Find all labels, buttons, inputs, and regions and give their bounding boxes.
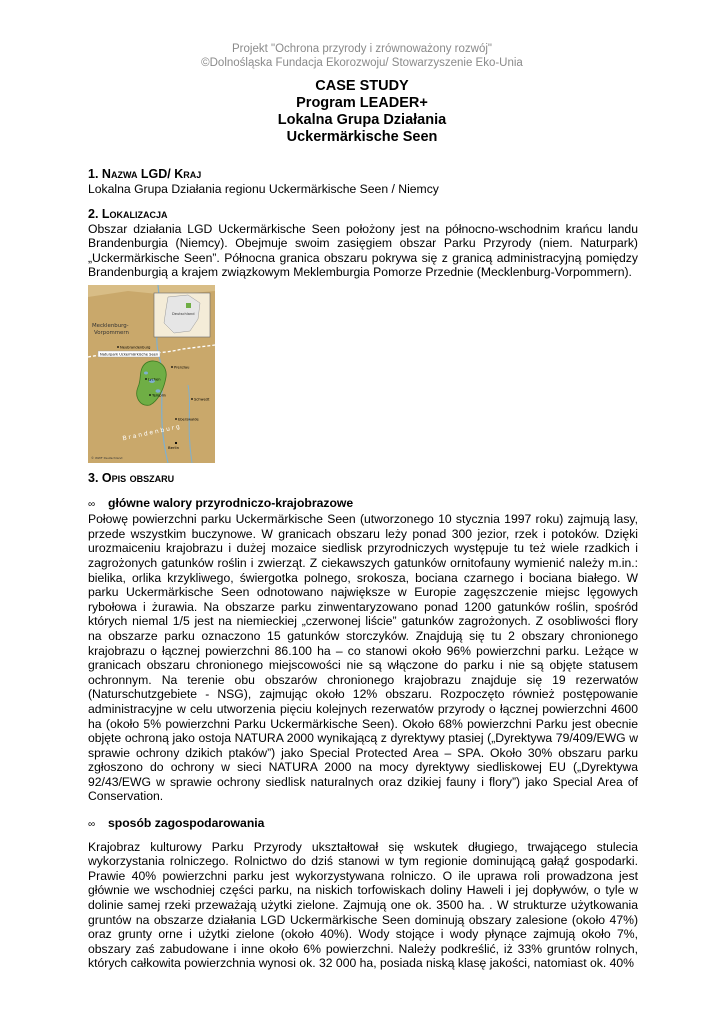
map-lake-2	[156, 389, 161, 393]
bullet-2	[88, 816, 638, 833]
map-label-mv2: Vorpommern	[94, 330, 129, 336]
map-label-berlin: Berlin	[168, 445, 180, 450]
project-header	[0, 42, 724, 70]
map-label-brandenburg: B r a n d e n b u r g	[121, 423, 181, 443]
title-line2: Program LEADER+	[296, 95, 428, 111]
section-1-number: 1.	[88, 167, 99, 181]
map-label-templin: Templin	[152, 393, 166, 398]
map-label-park: Naturpark Uckermärkische Seen	[100, 352, 159, 357]
section-2-title: Lokalizacja	[101, 207, 168, 221]
location-map-graphic	[88, 285, 215, 463]
map-label-neubrandenburg: Neubrandenburg	[120, 345, 151, 350]
map-label-eberswalde: Eberswalde	[178, 417, 199, 422]
section-3-heading	[88, 471, 638, 486]
section-3	[88, 471, 638, 971]
section-1-text: Lokalna Grupa Działania regionu Uckermärkische Seen / Niemcy	[88, 181, 439, 196]
map-lake-3	[144, 372, 148, 375]
bullet-1	[88, 496, 638, 513]
document-title	[0, 78, 724, 146]
bullet-1-symbol: ∞	[88, 498, 96, 510]
section-3-paragraph-2: Krajobraz kulturowy Parku Przyrody ukształtował się wskutek długiego, trwającego stulecia wykorzystania rolniczego. Rolnictwo do dziś stanowi w tym regionie dominującą gałąź gospodarki. Prawie 40% powierzchni parku jest wykorzystywana rolniczo. O ile uprawa roli prowadzona jest głównie we wschodniej części parku, na niskich torfowiskach doliny Haweli i jej dopływów, o tyle w dolinie samej rzeki przeważają użytki zielone. Zajmują one ok. 3500 ha. . W strukturze użytkowania gruntów na obszarze działania LGD Uckermärkische Seen dominują obszary zalesione (około 47%) oraz grunty orne i użytki zielone (około 40%). Wody stojące i wody płynące zajmują około 7%, obszary zaś zabudowane i inne około 6% powierzchni. Należy podkreślić, iż 33% gruntów rolnych, których całkowita powierzchnia wynosi ok. 32 000 ha, posiada niską klasę jakości, natomiast ok. 40%	[88, 839, 638, 971]
map-label-schwedt: Schwedt	[194, 397, 210, 402]
section-3-paragraph-1: Połowę powierzchni parku Uckermärkische Seen (utworzonego 10 stycznia 1997 roku) zajmują lasy, przede wszystkim buczynowe. W granicach obszaru leży ponad 300 jezior, rzek i potoków. Dzięki urozmaiceniu krajobrazu i dużej mozaice siedlisk przyrodniczych występuje tu też wiele rzadkich i zagrożonych gatunków roślin i zwierząt. Z ciekawszych gatunków ornitofauny wymienić należy m.in.: bielika, orlika krzykliwego, świergotka polnego, srokosza, bociana czarnego i bociana białego. W parku Uckermärkische Seen odnotowano największe w Europie zagęszczenie miejsc lęgowych rybołowa i żurawia. Na obszarze parku zinwentaryzowano ponad 1200 gatunków roślin, spośród których niemal 1/5 jest na niemieckiej „czerwonej liście” gatunków zagrożonych. Z osobliwości flory na obszarze parku oznaczono 15 gatunków storczyków. Znajdują się tu 2 obszary chronionego krajobrazu o łącznej powierzchni 86.100 ha – co stanowi około 96% powierzchni parku. Leżące w granicach obszaru chronionego miejscowości nie są włączone do parku i nie są objęte statusem ochronnym. Na terenie obu obszarów chronionego krajobrazu znajduje się 19 rezerwatów (Naturschutzgebiete - NSG), zajmując około 12% obszaru. Rozpoczęto również postępowanie administracyjne w celu utworzenia pięciu kolejnych rezerwatów przyrody o łącznej powierzchni 4600 ha (około 5% powierzchni Parku Uckermärkische Seen). Około 68% powierzchni Parku jest obecnie objęte ochroną jako ostoja NATURA 2000 wynikającą z dyrektywy ptasiej („Dyrektywa 79/409/EWG w sprawie ochrony dzikich ptaków”) jako Special Protected Area – SPA. Około 30% obszaru parku zgłoszono do ochrony w sieci NATURA 2000 na mocy dyrektywy siedliskowej EU („Dyrektywa 92/43/EWG w sprawie ochrony siedlisk naturalnych oraz dzikiej fauny i flory”) jako Special Area of Conservation.	[88, 512, 638, 804]
map-dot-prenzlau	[171, 366, 173, 368]
title-line4: Uckermärkische Seen	[286, 129, 438, 145]
project-header-line1: Projekt "Ochrona przyrody i zrównoważony rozwój"	[232, 43, 492, 55]
section-2	[88, 207, 638, 280]
map-dot-schwedt	[191, 398, 193, 400]
map-dot-templin	[149, 394, 151, 396]
bullet-2-symbol: ∞	[88, 819, 96, 831]
section-1-title: Nazwa LGD/ Kraj	[101, 167, 202, 181]
section-2-number: 2.	[88, 207, 99, 221]
map-inset-marker	[186, 303, 191, 308]
bullet-1-label: główne walory przyrodniczo-krajobrazowe	[108, 495, 354, 510]
title-line3: Lokalna Grupa Działania	[277, 112, 447, 128]
location-map	[88, 285, 215, 463]
map-dot-neubrandenburg	[117, 346, 119, 348]
title-line1: CASE STUDY	[315, 78, 409, 94]
map-label-prenzlau: Prenzlau	[174, 365, 190, 370]
map-label-lychen: Lychen	[148, 377, 161, 382]
map-dot-lychen	[145, 378, 147, 380]
map-dot-eberswalde	[175, 418, 177, 420]
section-3-title: Opis obszaru	[101, 471, 175, 485]
map-inset-label: Deutschland	[172, 312, 195, 316]
map-label-mv1: Mecklenburg-	[92, 323, 129, 329]
section-2-heading	[88, 207, 638, 222]
map-credit: © WWF Deutschland	[91, 456, 123, 460]
section-1-heading	[88, 167, 638, 182]
section-3-number: 3.	[88, 471, 99, 485]
project-header-line2: ©Dolnośląska Fundacja Ekorozwoju/ Stowarzyszenie Eko-Unia	[201, 57, 523, 69]
map-dot-berlin	[175, 442, 177, 444]
section-1	[88, 167, 638, 196]
bullet-2-label: sposób zagospodarowania	[108, 816, 265, 831]
section-2-text: Obszar działania LGD Uckermärkische Seen położony jest na północno-wschodnim krańcu landu Brandenburgia (Niemcy). Obejmuje swoim zasięgiem obszar Parku Przyrody (niem. Naturpark) „Uckermärkische Seen”. Północna granica obszaru pokrywa się z granicą administracyjną pomiędzy Brandenburgią a krajem związkowym Meklemburgia Pomorze Przednie (Mecklenburg-Vorpommern).	[88, 221, 638, 280]
